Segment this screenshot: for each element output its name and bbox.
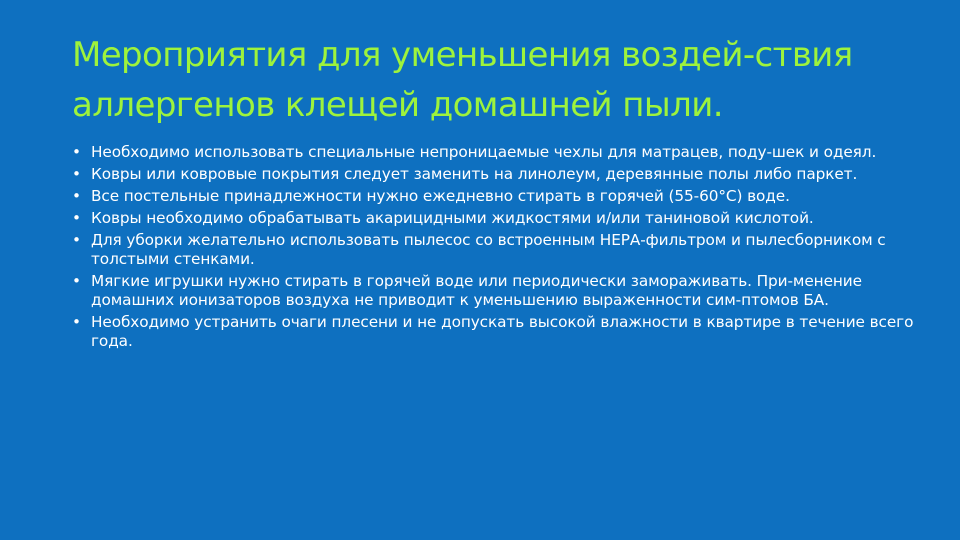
bullet-text: Ковры или ковровые покрытия следует заменить на линолеум, деревянные полы либо паркет.	[91, 165, 858, 183]
bullet-text: Необходимо использовать специальные непроницаемые чехлы для матрацев, поду-шек и одеял.	[91, 143, 877, 161]
bullet-text: Все постельные принадлежности нужно ежедневно стирать в горячей (55-60°С) воде.	[91, 187, 790, 205]
bullet-mark: •	[72, 165, 81, 183]
slide-title-line-1: Мероприятия для уменьшения воздей-ствия	[72, 35, 853, 75]
slide-title	[72, 30, 932, 130]
bullet-text: Ковры необходимо обрабатывать акарицидными жидкостями и/или таниновой кислотой.	[91, 209, 814, 227]
bullet-mark: •	[72, 143, 81, 161]
slide-title-line-2: аллергенов клещей домашней пыли.	[72, 85, 723, 125]
bullet-item-1	[72, 143, 940, 162]
bullet-text: Мягкие игрушки нужно стирать в горячей воде или периодически замораживать. При-менение домашних ионизаторов воздуха не приводит к уменьшению выраженности сим-птомов БА.	[91, 272, 862, 309]
bullet-text: Для уборки желательно использовать пылесос со встроенным НЕРА-фильтром и пылесборником с толстыми стенками.	[91, 231, 886, 268]
bullet-mark: •	[72, 231, 81, 249]
bullet-text: Необходимо устранить очаги плесени и не допускать высокой влажности в квартире в течение всего года.	[91, 313, 914, 350]
bullet-item-4	[72, 209, 940, 228]
bullet-item-3	[72, 187, 940, 206]
bullet-mark: •	[72, 272, 81, 290]
bullet-mark: •	[72, 209, 81, 227]
bullet-item-7	[72, 313, 940, 351]
bullet-item-2	[72, 165, 940, 184]
bullet-list	[72, 143, 940, 354]
bullet-mark: •	[72, 313, 81, 331]
bullet-mark: •	[72, 187, 81, 205]
bullet-item-6	[72, 272, 940, 310]
bullet-item-5	[72, 231, 940, 269]
